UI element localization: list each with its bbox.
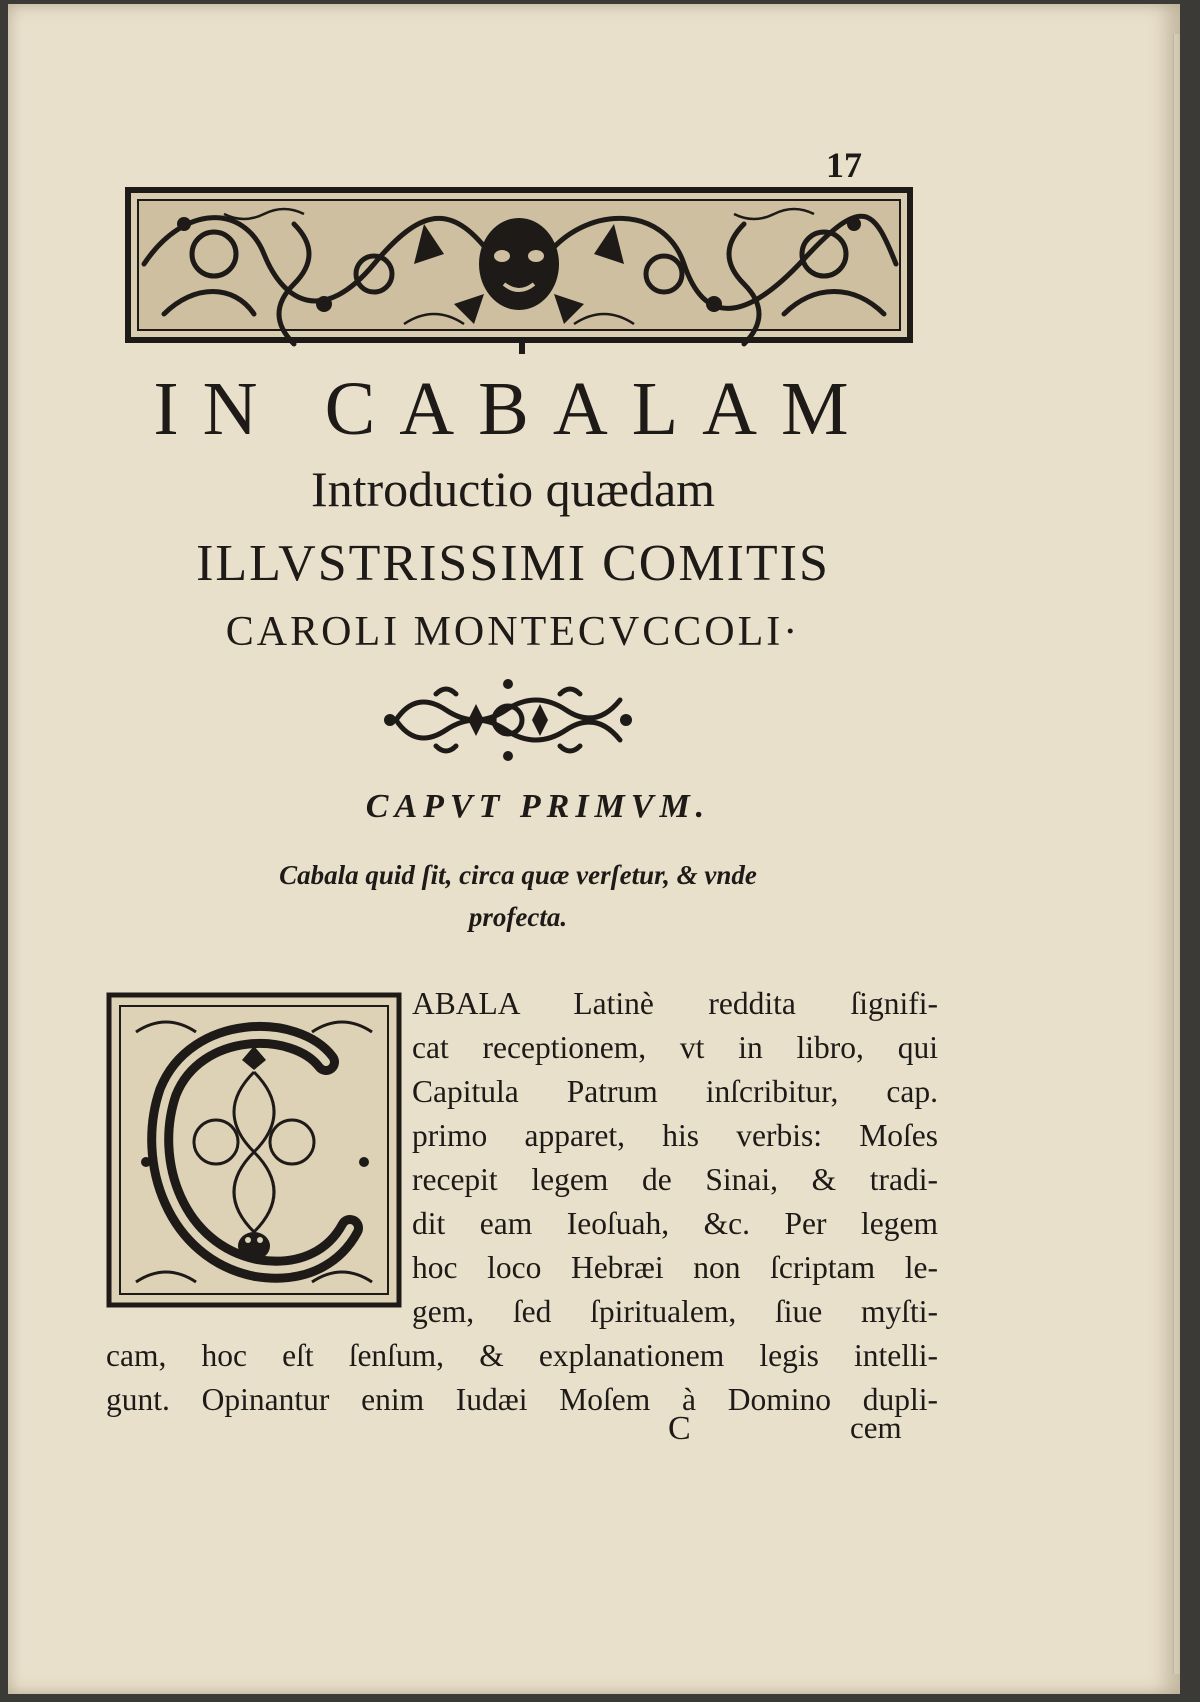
text-line: cat receptionem, vt in libro, qui — [412, 1030, 938, 1065]
signature-mark: C — [668, 1410, 691, 1447]
paragraph-beside-initial — [412, 982, 938, 1334]
comitis-line: ILLVSTRISSIMI COMITIS — [196, 535, 830, 592]
subtitle-line: Cabala quid ſit, circa quæ verſetur, & vnde — [279, 860, 757, 890]
text-line: recepit legem de Sinai, & tradi- — [412, 1162, 938, 1197]
page-edge — [1173, 34, 1180, 1674]
fleuron-ornament — [376, 674, 640, 766]
text-line: Capitula Patrum inſcribitur, cap. — [412, 1074, 938, 1109]
paragraph-full-width — [106, 1334, 938, 1422]
book-page — [8, 4, 1180, 1694]
text-line: cam, hoc eſt ſenſum, & explanationem legis intelli- — [106, 1338, 938, 1373]
book-title: IN CABALAM — [153, 367, 873, 451]
text-line: dit eam Ieoſuah, &c. Per legem — [412, 1206, 938, 1241]
text-line: gem, ſed ſpiritualem, ſiue myſti- — [412, 1294, 938, 1329]
text-line: primo apparet, his verbis: Moſes — [412, 1118, 938, 1153]
subtitle-line: profecta. — [468, 902, 568, 932]
author-name: CAROLI MONTECVCCOLI· — [225, 609, 801, 655]
text-line: gunt. Opinantur enim Iudæi Moſem à Domino dupli- — [106, 1382, 938, 1417]
text-line: hoc loco Hebræi non ſcriptam le- — [412, 1250, 938, 1285]
catchword: cem — [850, 1410, 902, 1445]
text-line: ABALA Latinè reddita ſignifi- — [412, 986, 938, 1021]
chapter-heading: CAPVT PRIMVM. — [365, 788, 711, 825]
page-number: 17 — [826, 145, 862, 185]
ornamental-headpiece — [124, 184, 914, 354]
chapter-subtitle — [158, 854, 878, 938]
decorated-initial-c — [106, 992, 402, 1308]
introduction-line: Introductio quædam — [310, 461, 716, 517]
